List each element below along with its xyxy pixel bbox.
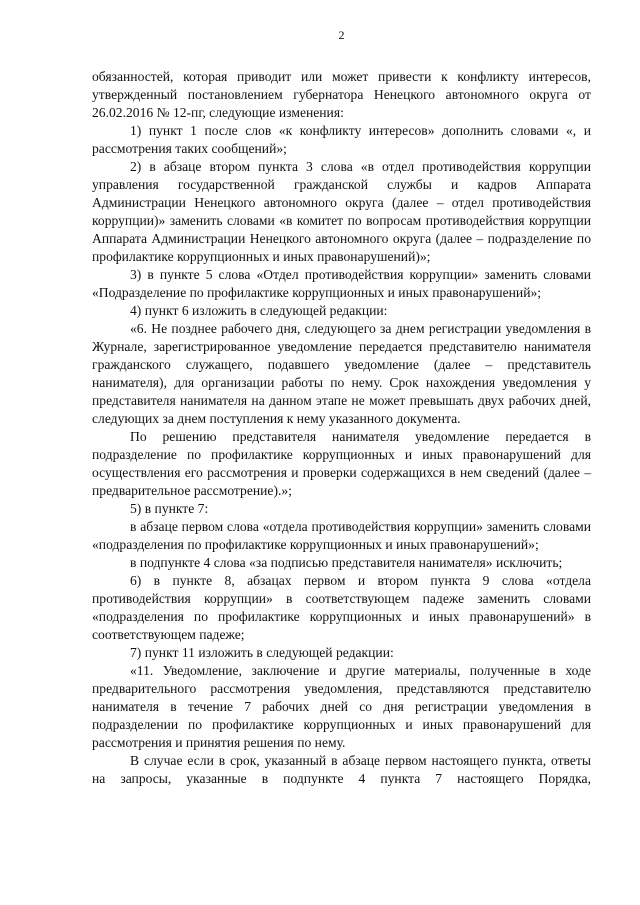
- paragraph: 4) пункт 6 изложить в следующей редакции:: [130, 303, 388, 318]
- document-body: [92, 68, 591, 788]
- paragraph: 2) в абзаце втором пункта 3 слова «в отдел противодействия коррупции управления государственной гражданской службы и кадров Аппарата Администрации Ненецкого автономного округа (далее – отдел противодействия коррупции)» заменить словами «в комитет по вопросам противодействия коррупции Аппарата Администрации Ненецкого автономного округа (далее – подразделение по профилактике коррупционных и иных правонарушений)»;: [92, 159, 591, 264]
- paragraph: 3) в пункте 5 слова «Отдел противодействия коррупции» заменить словами «Подразделение по профилактике коррупционных и иных правонарушений»;: [92, 267, 591, 300]
- paragraph: В случае если в срок, указанный в абзаце первом настоящего пункта, ответы на запросы, указанные в подпункте 4 пункта 7 настоящего Порядка,: [92, 753, 591, 786]
- paragraph: 7) пункт 11 изложить в следующей редакции:: [130, 645, 394, 660]
- paragraph: По решению представителя нанимателя уведомление передается в подразделение по профилактике коррупционных и иных правонарушений для осуществления его рассмотрения и проверки содержащихся в нем сведений (далее – предварительное рассмотрение).»;: [92, 429, 591, 498]
- paragraph: «6. Не позднее рабочего дня, следующего за днем регистрации уведомления в Журнале, зарегистрированное уведомление передается представителю нанимателя гражданского служащего, подавшего уведомление (далее – представитель нанимателя), для организации работы по нему. Срок нахождения уведомления у представителя нанимателя на данном этапе не может превышать двух рабочих дней, следующих за днем поступления к нему указанного документа.: [92, 321, 591, 426]
- paragraph: 1) пункт 1 после слов «к конфликту интересов» дополнить словами «, и рассмотрения таких сообщений»;: [92, 123, 591, 156]
- paragraph: 5) в пункте 7:: [130, 501, 209, 516]
- paragraph: в подпункте 4 слова «за подписью представителя нанимателя» исключить;: [130, 555, 563, 570]
- paragraph: «11. Уведомление, заключение и другие материалы, полученные в ходе предварительного рассмотрения уведомления, представляются представителю нанимателя в течение 7 рабочих дней со дня регистрации уведомления в подразделении по профилактике коррупционных и иных правонарушений для рассмотрения и принятия решения по нему.: [92, 663, 591, 750]
- paragraph: обязанностей, которая приводит или может привести к конфликту интересов, утвержденный постановлением губернатора Ненецкого автономного округа от 26.02.2016 № 12-пг, следующие изменения:: [92, 69, 591, 120]
- paragraph: 6) в пункте 8, абзацах первом и втором пункта 9 слова «отдела противодействия коррупции» в соответствующем падеже заменить словами «подразделения по профилактике коррупционных и иных правонарушений» в соответствующем падеже;: [92, 573, 591, 642]
- page-number: 2: [338, 28, 345, 42]
- paragraph: в абзаце первом слова «отдела противодействия коррупции» заменить словами «подразделения по профилактике коррупционных и иных правонарушений»;: [92, 519, 591, 552]
